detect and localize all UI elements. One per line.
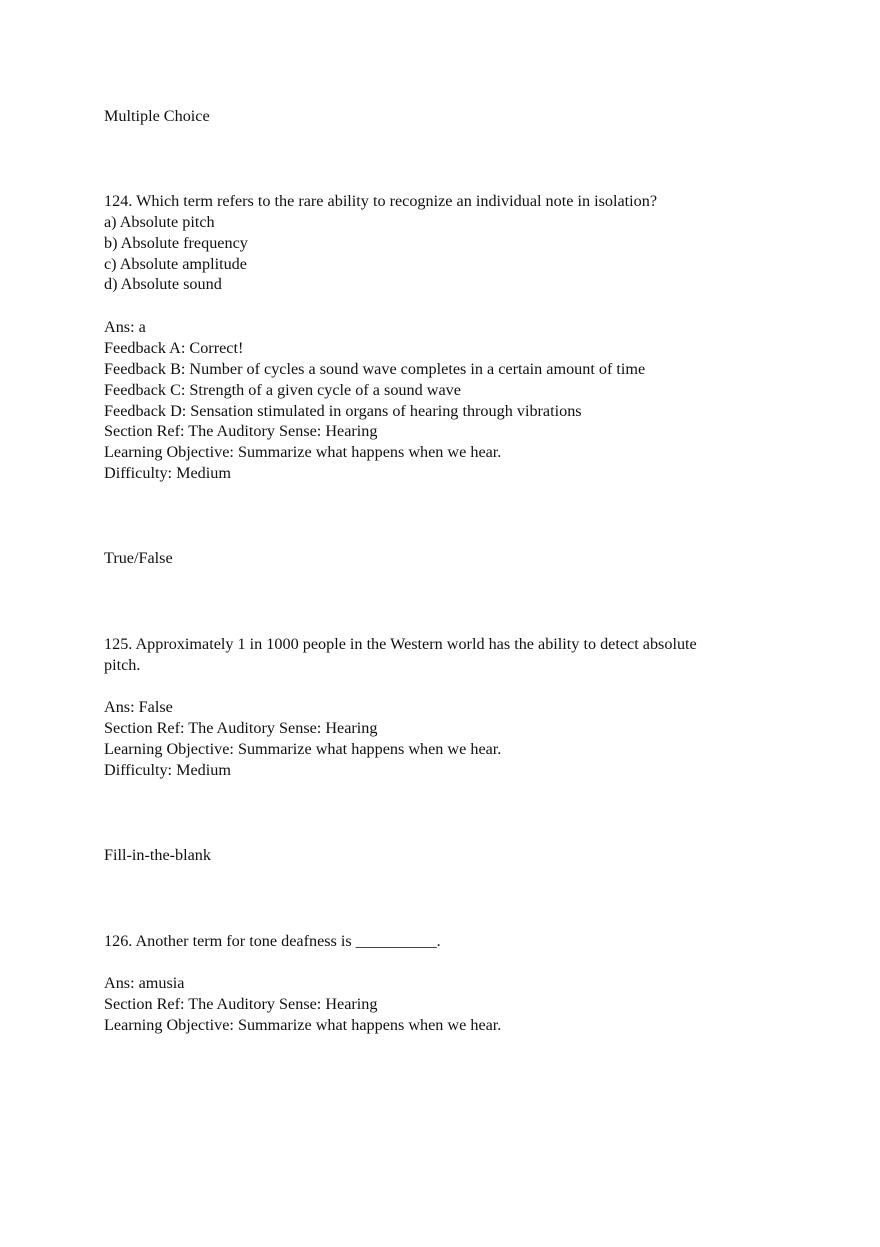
question-124-option-d: d) Absolute sound [104,275,222,293]
question-125-text-line1: 125. Approximately 1 in 1000 people in the Western world has the ability to detect absolute [104,635,697,653]
section-heading-multiple-choice: Multiple Choice [104,107,210,125]
question-126-section-ref: Section Ref: The Auditory Sense: Hearing [104,995,378,1013]
question-125-text-line2: pitch. [104,656,141,674]
question-125-section-ref: Section Ref: The Auditory Sense: Hearing [104,719,378,737]
question-124-option-a: a) Absolute pitch [104,213,215,231]
question-124-feedback-b: Feedback B: Number of cycles a sound wave completes in a certain amount of time [104,360,646,378]
question-125-difficulty: Difficulty: Medium [104,761,231,779]
question-125-answer: Ans: False [104,698,173,716]
question-124-feedback-d: Feedback D: Sensation stimulated in organs of hearing through vibrations [104,402,582,420]
question-124-feedback-c: Feedback C: Strength of a given cycle of a sound wave [104,381,461,399]
question-126-answer: Ans: amusia [104,974,185,992]
question-124-option-c: c) Absolute amplitude [104,255,247,273]
question-124-text: 124. Which term refers to the rare ability to recognize an individual note in isolation? [104,192,658,210]
question-126-learning-objective: Learning Objective: Summarize what happens when we hear. [104,1016,502,1034]
question-124-option-b: b) Absolute frequency [104,234,248,252]
question-124-difficulty: Difficulty: Medium [104,464,231,482]
question-124-answer: Ans: a [104,318,146,336]
question-126-text: 126. Another term for tone deafness is __________. [104,932,441,950]
question-124-learning-objective: Learning Objective: Summarize what happens when we hear. [104,443,502,461]
section-heading-true-false: True/False [104,549,173,567]
section-heading-fill-in-the-blank: Fill-in-the-blank [104,846,211,864]
question-124-section-ref: Section Ref: The Auditory Sense: Hearing [104,422,378,440]
question-125-learning-objective: Learning Objective: Summarize what happens when we hear. [104,740,502,758]
question-124-feedback-a: Feedback A: Correct! [104,339,244,357]
